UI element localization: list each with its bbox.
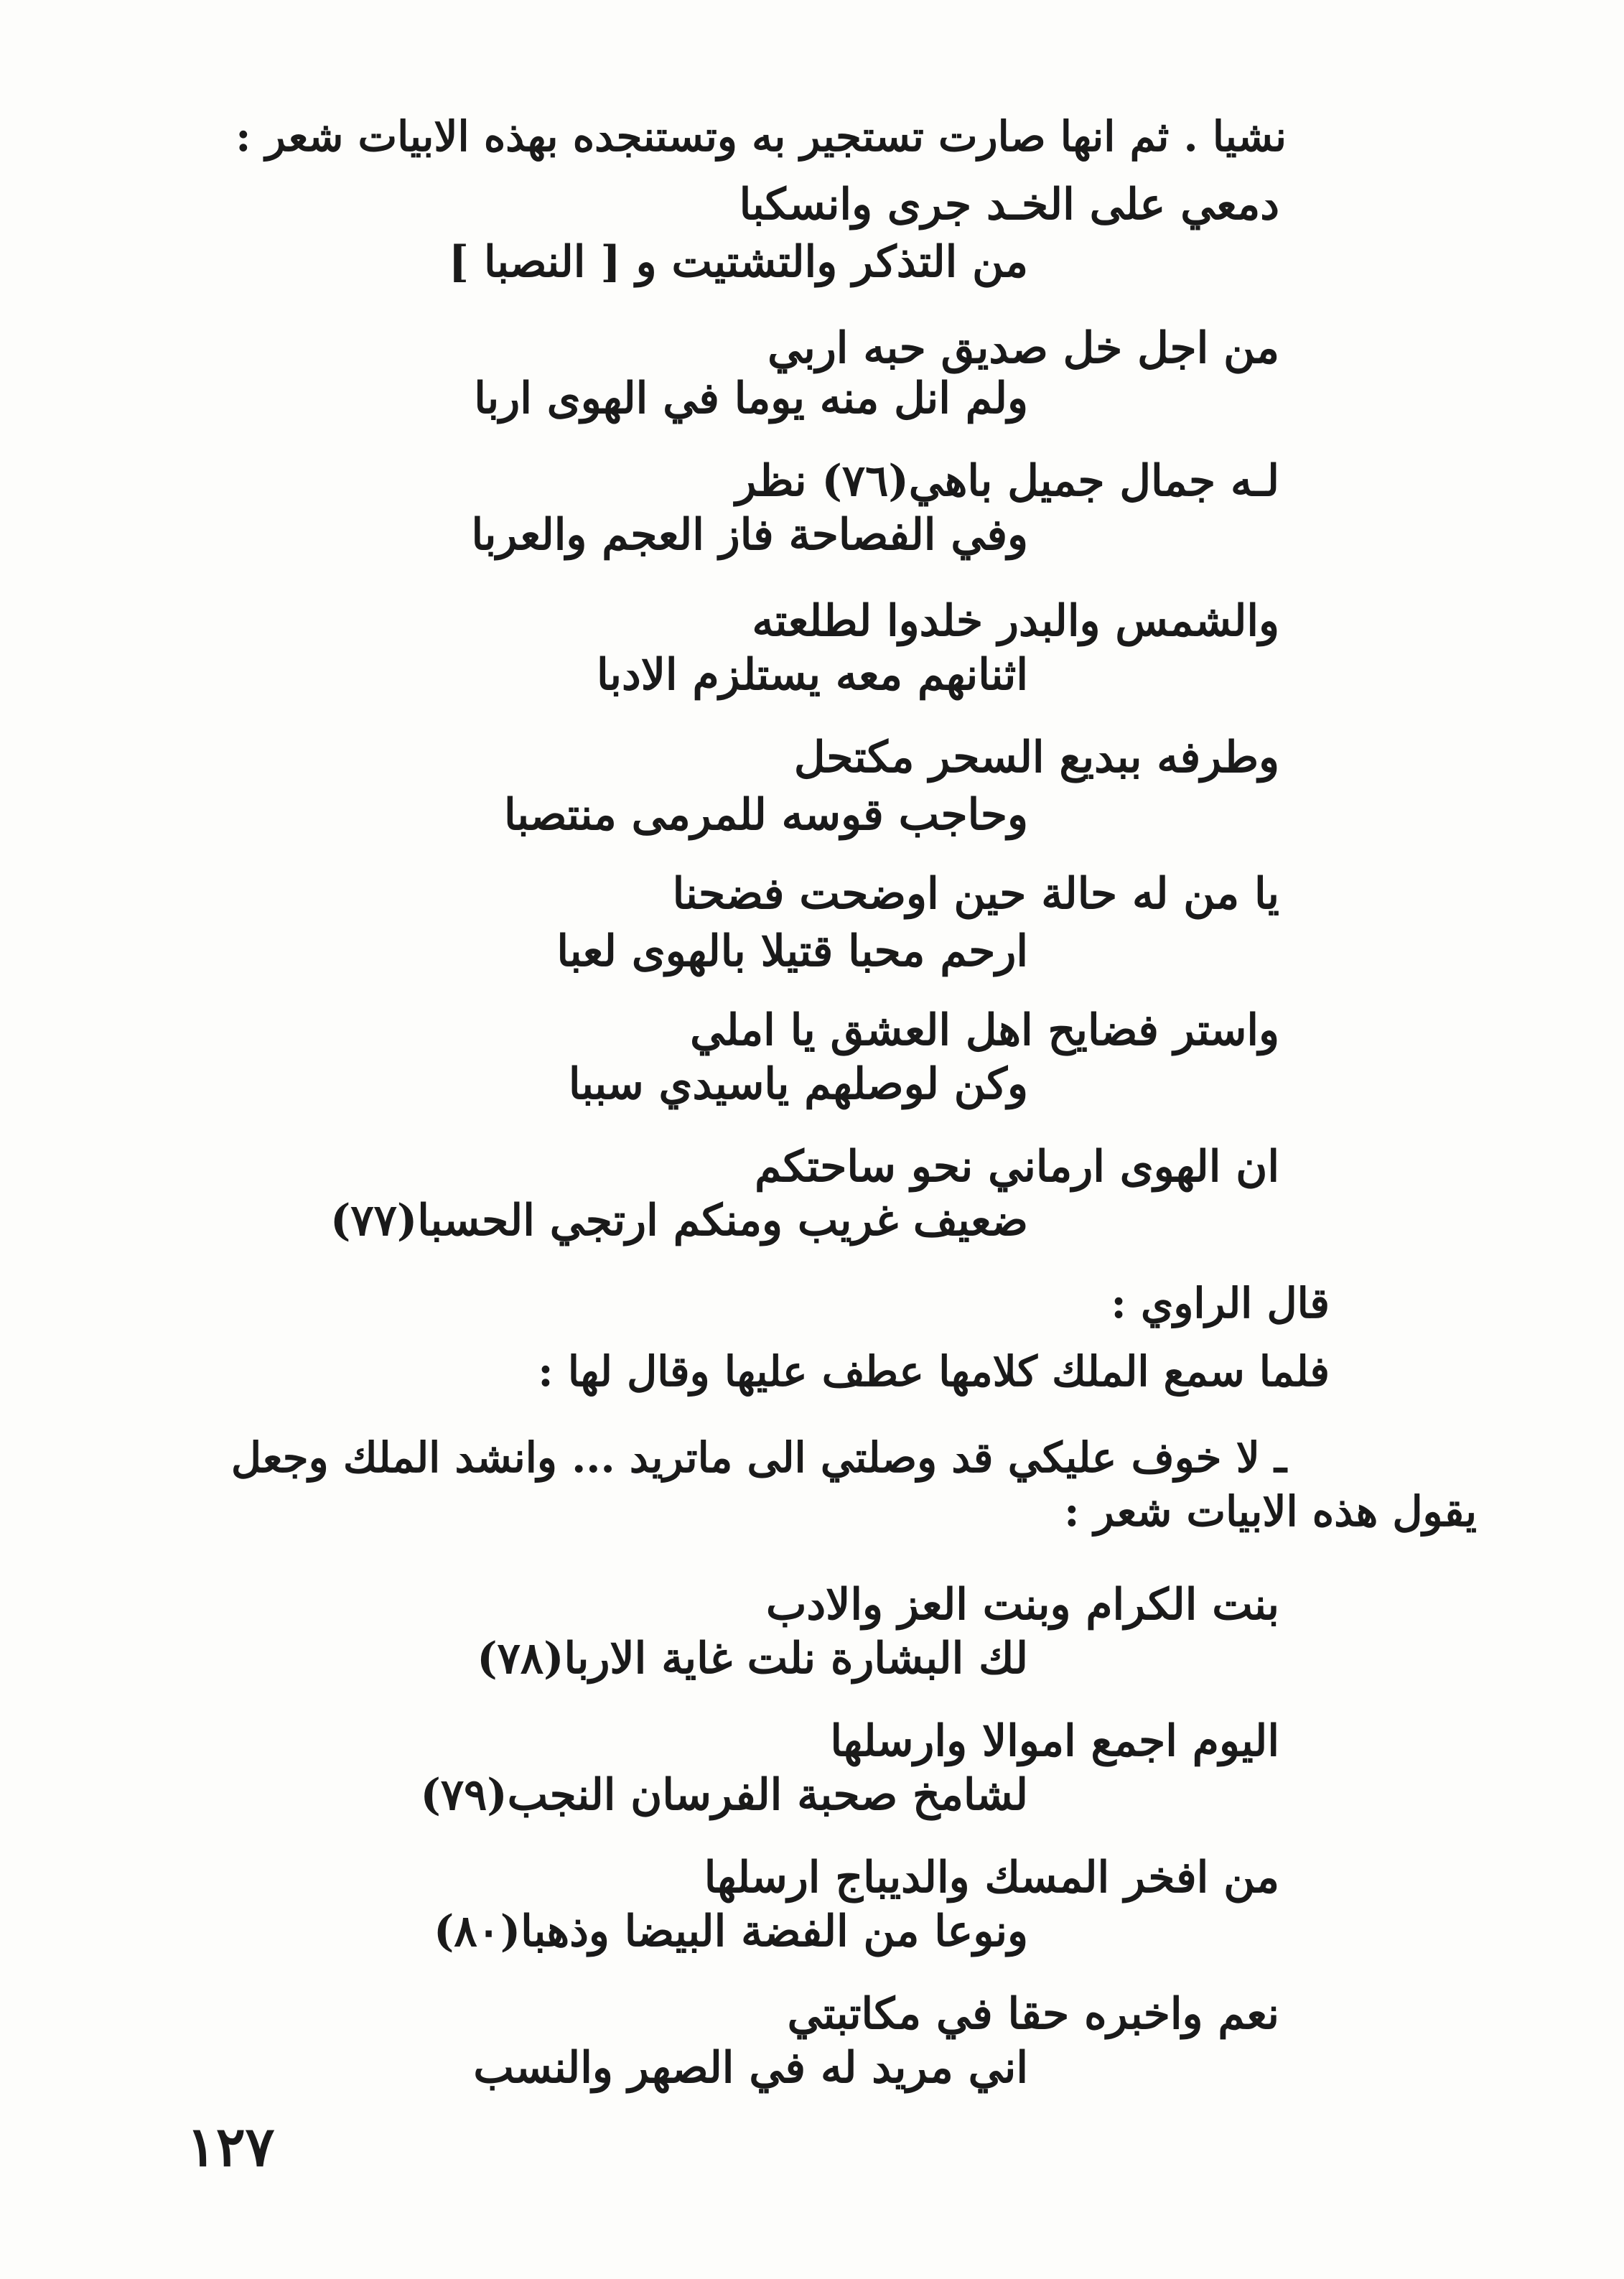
speech-line-1: ـ لا خوف عليكي قد وصلتي الى ماتريد ... وانشد الملك وجعل <box>230 1433 1287 1482</box>
verse-8-first-hemistich: ان الهوى ارماني نحو ساحتكم <box>755 1142 1279 1192</box>
verse-8-second-hemistich: ضعيف غريب ومنكم ارتجي الحسبا(٧٧) <box>330 1196 1028 1246</box>
verse-2-second-hemistich: ولم انل منه يوما في الهوى اربا <box>474 373 1028 424</box>
verse-11-second-hemistich: ونوعا من الفضة البيضا وذهبا(٨٠) <box>433 1906 1028 1957</box>
verse-2-first-hemistich: من اجل خل صديق حبه اربي <box>767 323 1279 373</box>
verse-1-second-hemistich: من التذكر والتشتيت و [ النصبا ] <box>448 237 1028 287</box>
verse-11-first-hemistich: من افخر المسك والديباج ارسلها <box>704 1852 1279 1903</box>
verse-6-first-hemistich: يا من له حالة حين اوضحت فضحنا <box>672 869 1279 919</box>
page-number: ١٢٧ <box>187 2115 275 2178</box>
verse-12-first-hemistich: نعم واخبره حقا في مكاتبتي <box>787 1989 1279 2039</box>
verse-1-first-hemistich: دمعي على الخـد جرى وانسكبا <box>739 180 1279 230</box>
narrator-line: قال الراوي : <box>1111 1279 1330 1328</box>
verse-10-first-hemistich: اليوم اجمع اموالا وارسلها <box>830 1716 1279 1766</box>
verse-6-second-hemistich: ارحم محبا قتيلا بالهوى لعبا <box>556 926 1028 977</box>
verse-4-first-hemistich: والشمس والبدر خلدوا لطلعته <box>752 596 1279 646</box>
verse-10-second-hemistich: لشامخ صحبة الفرسان النجب(٧٩) <box>420 1770 1028 1820</box>
verse-9-second-hemistich: لك البشارة نلت غاية الاربا(٧٨) <box>477 1633 1028 1684</box>
verse-5-second-hemistich: وحاجب قوسه للمرمى منتصبا <box>504 790 1028 840</box>
verse-3-first-hemistich: لـه جمال جميل باهي(٧٦) نظر <box>735 456 1279 506</box>
verse-9-first-hemistich: بنت الكرام وبنت العز والادب <box>765 1580 1279 1630</box>
verse-7-first-hemistich: واستر فضايح اهل العشق يا املي <box>690 1005 1279 1055</box>
narration-line: فلما سمع الملك كلامها عطف عليها وقال لها : <box>538 1347 1330 1396</box>
verse-5-first-hemistich: وطرفه ببديع السحر مكتحل <box>793 732 1279 783</box>
verse-12-second-hemistich: اني مريد له في الصهر والنسب <box>473 2043 1028 2093</box>
verse-7-second-hemistich: وكن لوصلهم ياسيدي سببا <box>568 1059 1028 1109</box>
verse-4-second-hemistich: اثنانهم معه يستلزم الادبا <box>597 650 1028 700</box>
intro-line: نشيا . ثم انها صارت تستجير به وتستنجده بهذه الابيات شعر : <box>235 112 1287 161</box>
speech-line-2: يقول هذه الابيات شعر : <box>1064 1487 1477 1536</box>
verse-3-second-hemistich: وفي الفصاحة فاز العجم والعربا <box>471 510 1028 560</box>
